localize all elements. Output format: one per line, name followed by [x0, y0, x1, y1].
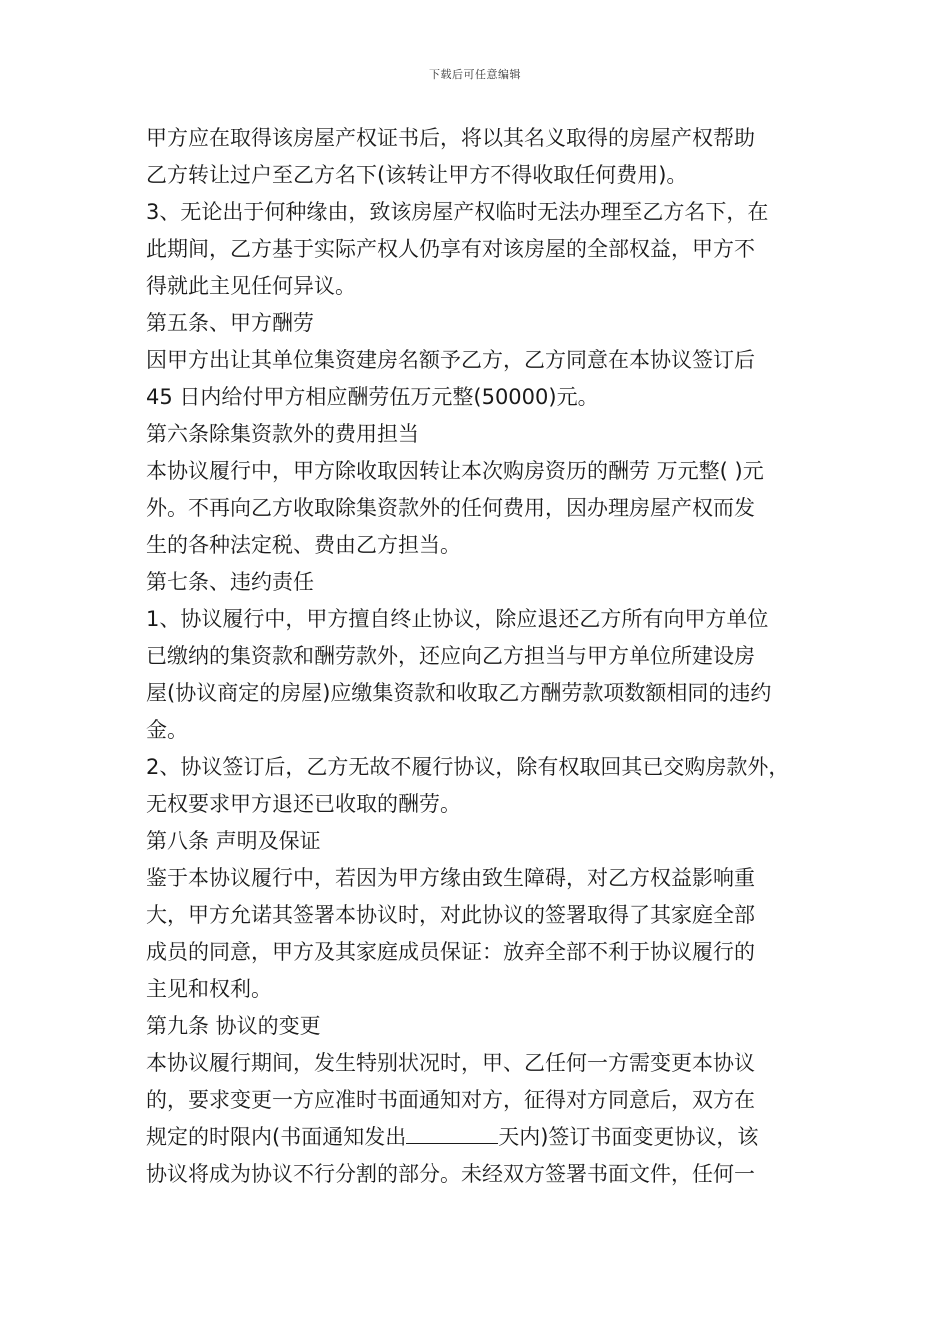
- text-line: 屋(协议商定的房屋)应缴集资款和收取乙方酬劳款项数额相同的违约: [146, 681, 772, 705]
- section-heading: 第五条、甲方酬劳: [146, 311, 314, 335]
- text-line: 2、协议签订后，乙方无故不履行协议，除有权取回其已交购房款外，: [146, 755, 790, 779]
- text-line: 主见和权利。: [146, 977, 272, 1001]
- text-line: 的，要求变更一方应准时书面通知对方，征得对方同意后，双方在: [146, 1088, 755, 1112]
- fill-in-blank: [406, 1121, 498, 1144]
- text-line: 大，甲方允诺其签署本协议时，对此协议的签署取得了其家庭全部: [146, 903, 755, 927]
- text-line: 鉴于本协议履行中，若因为甲方缘由致生障碍，对乙方权益影响重: [146, 866, 755, 890]
- section-heading: 第六条除集资款外的费用担当: [146, 422, 419, 446]
- text-line: 外。不再向乙方收取除集资款外的任何费用，因办理房屋产权而发: [146, 496, 755, 520]
- text-fragment: 规定的时限内(书面通知发出: [146, 1125, 407, 1149]
- section-heading: 第八条 声明及保证: [146, 829, 321, 853]
- text-line: 已缴纳的集资款和酬劳款外，还应向乙方担当与甲方单位所建设房: [146, 644, 755, 668]
- text-line: 此期间，乙方基于实际产权人仍享有对该房屋的全部权益，甲方不: [146, 237, 755, 261]
- text-line: 1、协议履行中，甲方擅自终止协议，除应退还乙方所有向甲方单位: [146, 607, 769, 631]
- page-header: 下载后可任意编辑: [429, 68, 521, 81]
- text-line: 协议将成为协议不行分割的部分。未经双方签署书面文件，任何一: [146, 1162, 755, 1186]
- text-line: 45 日内给付甲方相应酬劳伍万元整(50000)元。: [146, 385, 599, 409]
- text-line: 因甲方出让其单位集资建房名额予乙方，乙方同意在本协议签订后: [146, 348, 755, 372]
- document-body: [146, 120, 818, 1193]
- section-heading: 第九条 协议的变更: [146, 1014, 321, 1038]
- text-line: 本协议履行中，甲方除收取因转让本次购房资历的酬劳 万元整( )元: [146, 459, 764, 483]
- text-line: 甲方应在取得该房屋产权证书后，将以其名义取得的房屋产权帮助: [146, 126, 755, 150]
- text-line: 无权要求甲方退还已收取的酬劳。: [146, 792, 461, 816]
- section-heading: 第七条、违约责任: [146, 570, 314, 594]
- text-line: 成员的同意，甲方及其家庭成员保证：放弃全部不利于协议履行的: [146, 940, 755, 964]
- text-line: 金。: [146, 718, 188, 742]
- text-line: 得就此主见任何异议。: [146, 274, 356, 298]
- text-line: 生的各种法定税、费由乙方担当。: [146, 533, 461, 557]
- text-line: 3、无论出于何种缘由，致该房屋产权临时无法办理至乙方名下，在: [146, 200, 769, 224]
- text-line: 乙方转让过户至乙方名下(该转让甲方不得收取任何费用)。: [146, 163, 688, 187]
- text-fragment: 天内)签订书面变更协议，该: [498, 1125, 759, 1149]
- text-line: 本协议履行期间，发生特别状况时，甲、乙任何一方需变更本协议: [146, 1051, 755, 1075]
- text-line-with-blank: [146, 1119, 818, 1156]
